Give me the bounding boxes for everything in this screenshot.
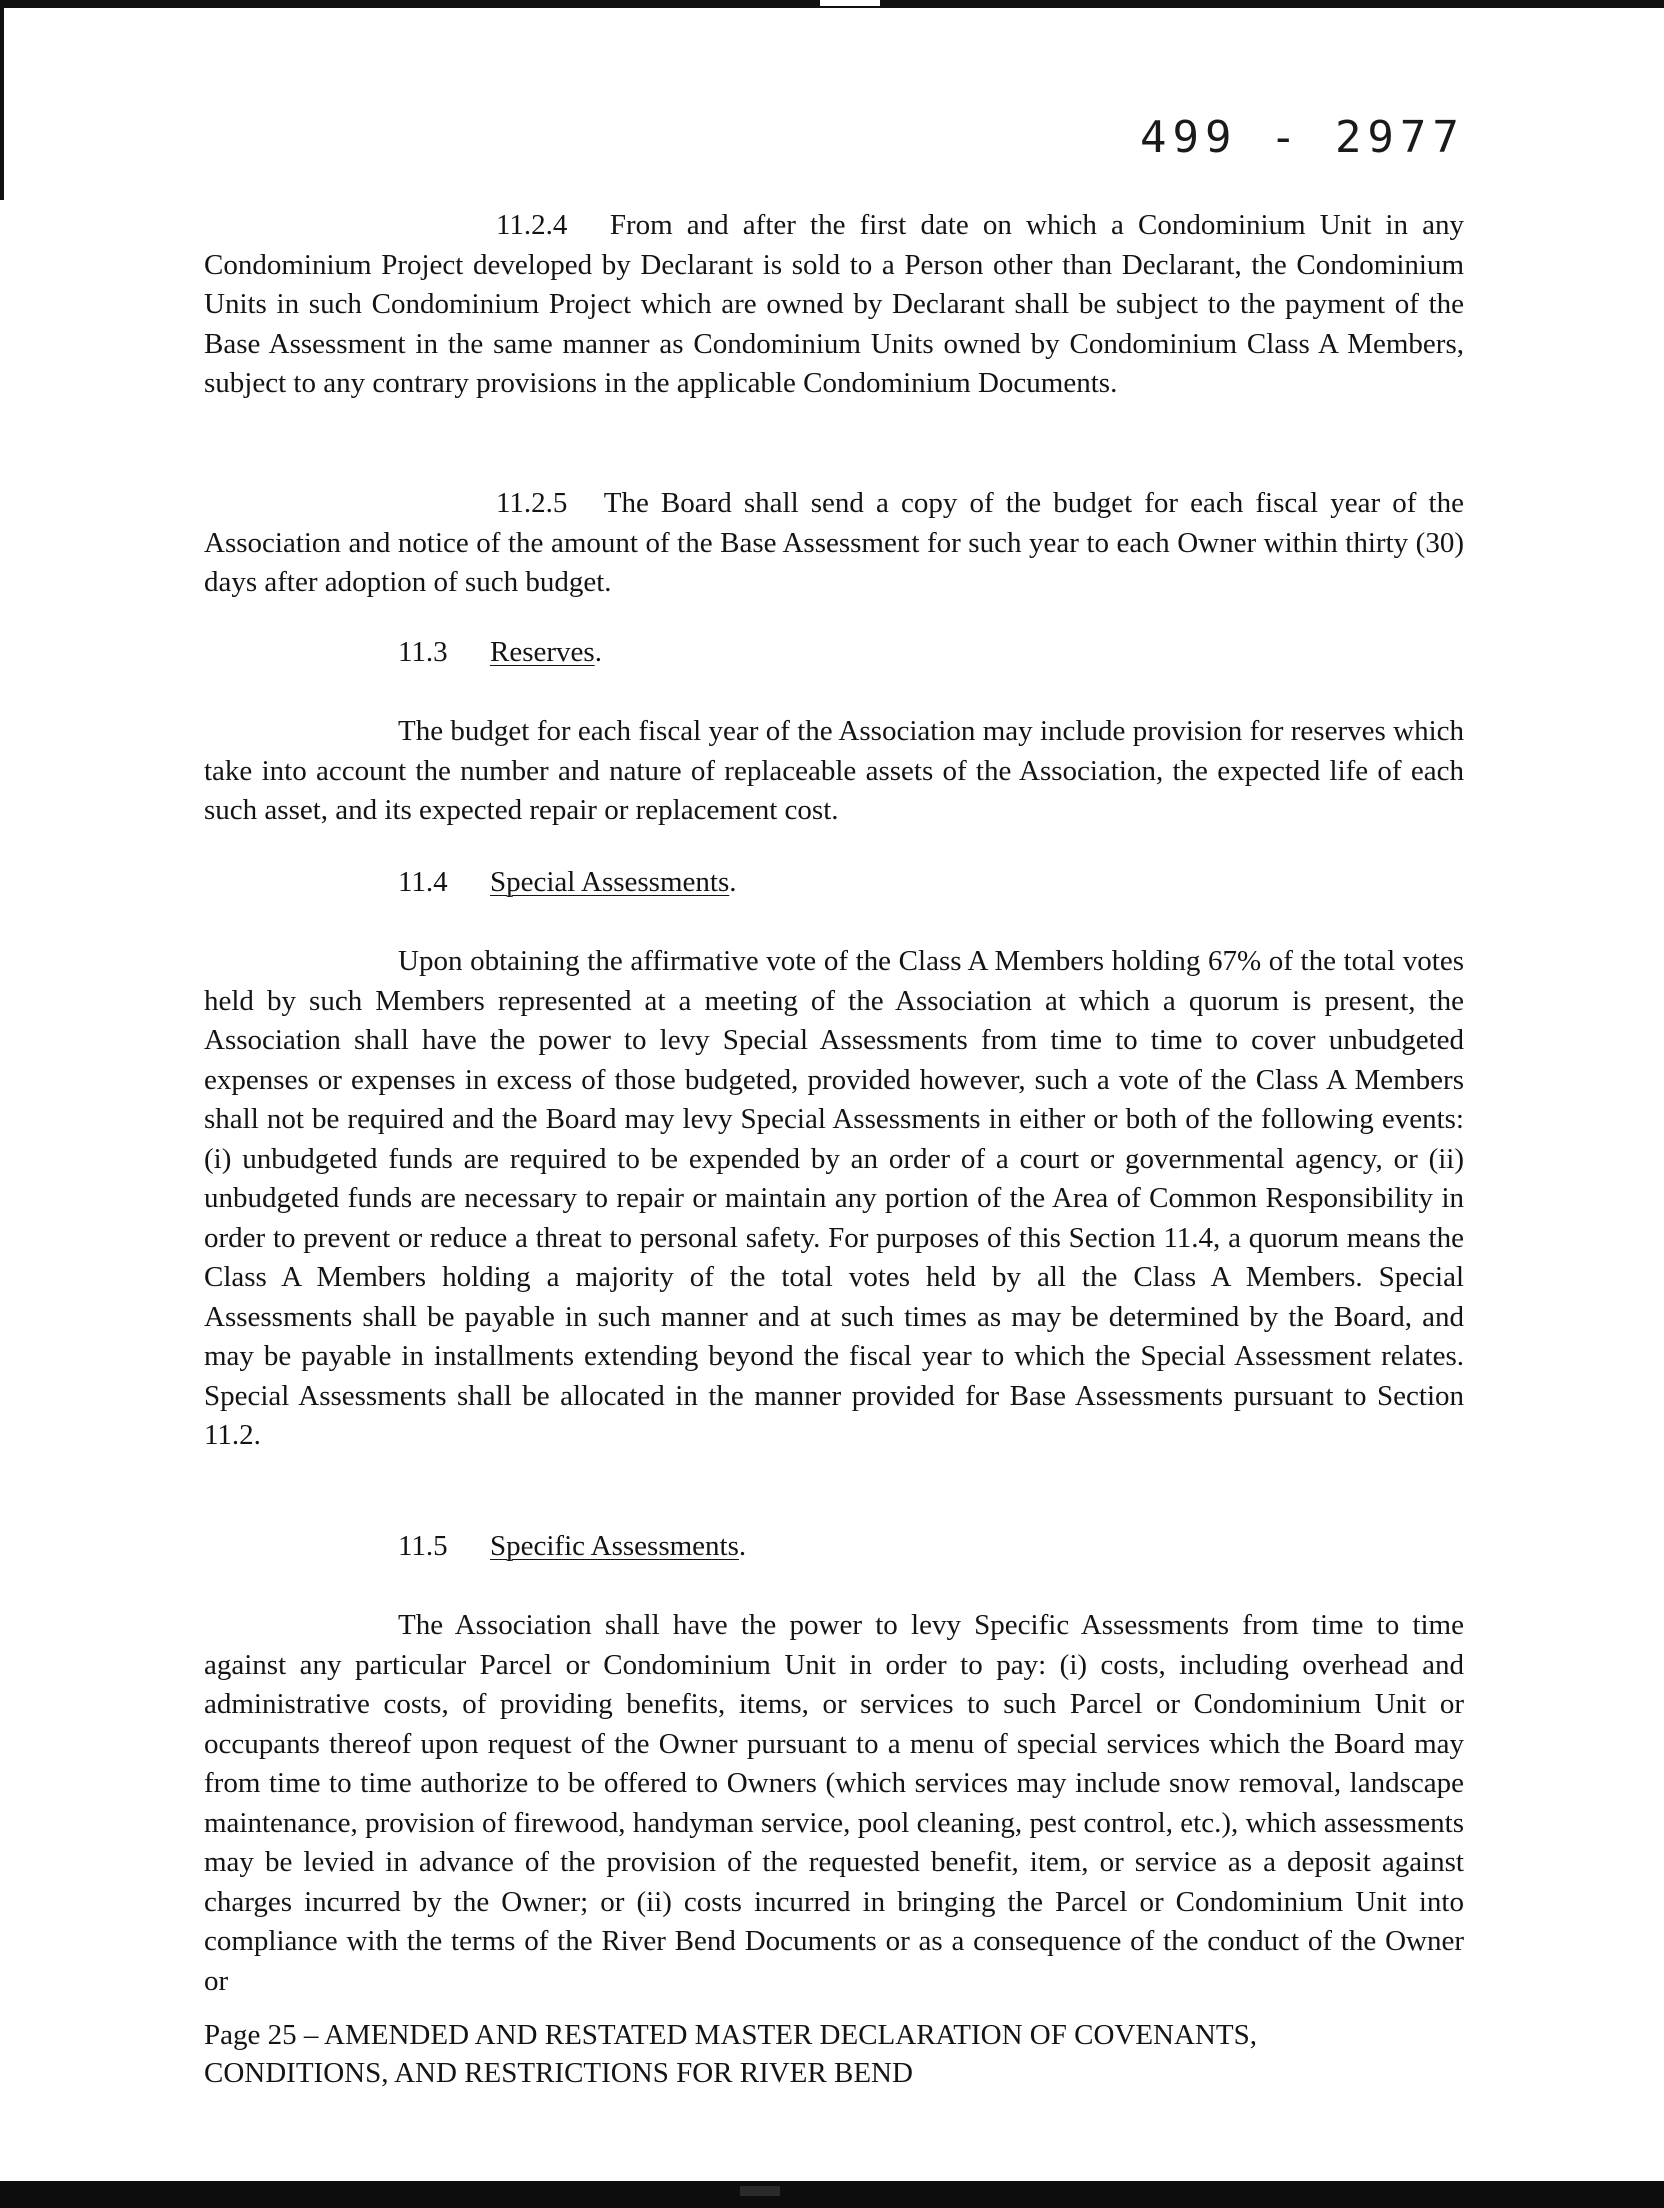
heading-11-3-period: . [594,636,602,668]
heading-11-3-number: 11.3 [398,636,448,668]
section-11-2-5: 11.2.5 The Board shall send a copy of the budget for each fiscal year of the Association and notice of the amount of the Base Assessment for such year to each Owner within thirty (30) days after adoption of such budget. [204,487,1464,598]
page-footer [204,2016,1504,2092]
heading-11-4-number: 11.4 [398,866,448,898]
footer-line-2: CONDITIONS, AND RESTRICTIONS FOR RIVER BEND [204,2057,913,2089]
heading-11-3-title: Reserves [490,636,595,668]
heading-11-5-period: . [738,1530,747,1562]
heading-11-3 [398,632,602,672]
scan-edge-left [0,0,4,200]
scan-edge-top-gap [820,0,880,6]
recording-page-number: 499 - 2977 [1140,112,1465,163]
heading-11-4 [398,862,737,902]
section-11-4-body: Upon obtaining the affirmative vote of the Class A Members holding 67% of the total votes held by such Members represented at a meeting of the Association at which a quorum is present, the Association shall have the power to levy Special Assessments from time to time to cover unbudgeted expenses or expenses in excess of those budgeted, provided however, such a vote of the Class A Members shall not be required and the Board may levy Special Assessments in either or both of the following events: (i) unbudgeted funds are required to be expended by an order of a court or governmental agency, or (ii) unbudgeted funds are necessary to repair or maintain any portion of the Area of Common Responsibility in order to prevent or reduce a threat to personal safety. For purposes of this Section 11.4, a quorum means the Class A Members holding a majority of the total votes held by all the Class A Members. Special Assessments shall be payable in such manner and at such times as may be determined by the Board, and may be payable in installments extending beyond the fiscal year to which the Special Assessment relates. Special Assessments shall be allocated in the manner provided for Base Assessments pursuant to Section 11.2. [204,945,1464,1451]
scan-edge-bottom-mark [740,2186,780,2196]
heading-11-5-title: Specific Assessments [490,1530,739,1562]
heading-11-4-title: Special Assessments [490,866,730,898]
heading-11-5 [398,1526,746,1566]
section-11-2-4: 11.2.4 From and after the first date on which a Condominium Unit in any Condominium Project developed by Declarant is sold to a Person other than Declarant, the Condominium Units in such Condominium Project which are owned by Declarant shall be subject to the payment of the Base Assessment in the same manner as Condominium Units owned by Condominium Class A Members, subject to any contrary provisions in the applicable Condominium Documents. [204,209,1464,399]
footer-line-1: Page 25 – AMENDED AND RESTATED MASTER DECLARATION OF COVENANTS, [204,2019,1257,2051]
heading-11-4-period: . [729,866,737,898]
scan-edge-bottom [0,2181,1664,2208]
section-11-3-body: The budget for each fiscal year of the Association may include provision for reserves which take into account the number and nature of replaceable assets of the Association, the expected life of each such asset, and its expected repair or replacement cost. [204,715,1464,826]
section-11-5-body: The Association shall have the power to levy Specific Assessments from time to time against any particular Parcel or Condominium Unit in order to pay: (i) costs, including overhead and administrative costs, of providing benefits, items, or services to such Parcel or Condominium Unit or occupants thereof upon request of the Owner pursuant to a menu of special services which the Board may from time to time authorize to be offered to Owners (which services may include snow removal, landscape maintenance, provision of firewood, handyman service, pool cleaning, pest control, etc.), which assessments may be levied in advance of the provision of the requested benefit, item, or service as a deposit against charges incurred by the Owner; or (ii) costs incurred in bringing the Parcel or Condominium Unit into compliance with the terms of the River Bend Documents or as a consequence of the conduct of the Owner or [204,1609,1464,1997]
heading-11-5-number: 11.5 [398,1530,448,1562]
